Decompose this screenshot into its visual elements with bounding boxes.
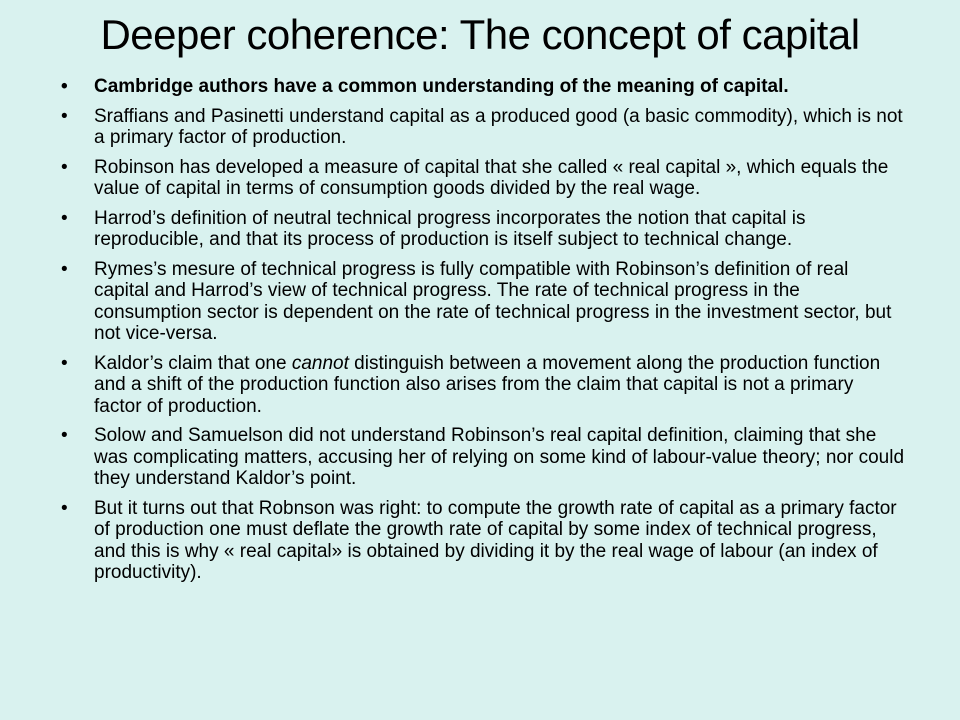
bullet-text: Solow and Samuelson did not understand Robinson’s real capital definition, claiming that she was complicating matters, accusing her of relying on some kind of labour-value theory; nor could they understand Kaldor’s point.	[94, 425, 905, 489]
bullet-text: Harrod’s definition of neutral technical progress incorporates the notion that capital is reproducible, and that its process of production is itself subject to technical change.	[94, 207, 806, 250]
bullet-item	[57, 425, 905, 490]
bullet-text: But it turns out that Robnson was right: to compute the growth rate of capital as a primary factor of production one must deflate the growth rate of capital by some index of technical progress, and this is why « real capital» is obtained by dividing it by the real wage of labour (an index of productivity).	[94, 497, 897, 583]
bullet-item	[57, 208, 905, 251]
bullet-text: Robinson has developed a measure of capital that she called « real capital », which equals the value of capital in terms of consumption goods divided by the real wage.	[94, 156, 889, 199]
bullet-icon: •	[61, 76, 68, 97]
bullet-icon: •	[61, 105, 68, 127]
bullet-icon: •	[61, 352, 68, 374]
bullet-text-start: Kaldor’s claim that one	[94, 352, 292, 374]
bullet-text-end: distinguish between a movement along the production function and a shift of the production function also arises from the claim that capital is not a primary factor of production.	[94, 352, 881, 417]
bullet-item	[57, 353, 905, 418]
bullet-icon: •	[61, 497, 68, 519]
bullet-text: Rymes’s mesure of technical progress is fully compatible with Robinson’s definition of real capital and Harrod’s view of technical progress. The rate of technical progress in the consumption sector is dependent on the rate of technical progress in the investment sector, but not vice-versa.	[94, 258, 892, 344]
bullet-item	[57, 157, 905, 200]
bullet-text: Cambridge authors have a common understanding of the meaning of capital.	[94, 76, 789, 97]
bullet-text: Sraffians and Pasinetti understand capital as a produced good (a basic commodity), which is not a primary factor of production.	[94, 105, 903, 148]
bullet-icon: •	[61, 425, 68, 446]
bullet-icon: •	[61, 156, 68, 178]
bullet-list	[57, 76, 905, 592]
slide-title: Deeper coherence: The concept of capital	[100, 11, 860, 58]
bullet-text	[94, 353, 880, 417]
bullet-icon: •	[61, 207, 68, 229]
bullet-item	[57, 106, 905, 149]
bullet-item	[57, 498, 905, 584]
bullet-icon: •	[61, 258, 68, 280]
bullet-item	[57, 259, 905, 345]
emphasized-word: cannot	[291, 352, 349, 374]
bullet-item	[57, 76, 905, 98]
